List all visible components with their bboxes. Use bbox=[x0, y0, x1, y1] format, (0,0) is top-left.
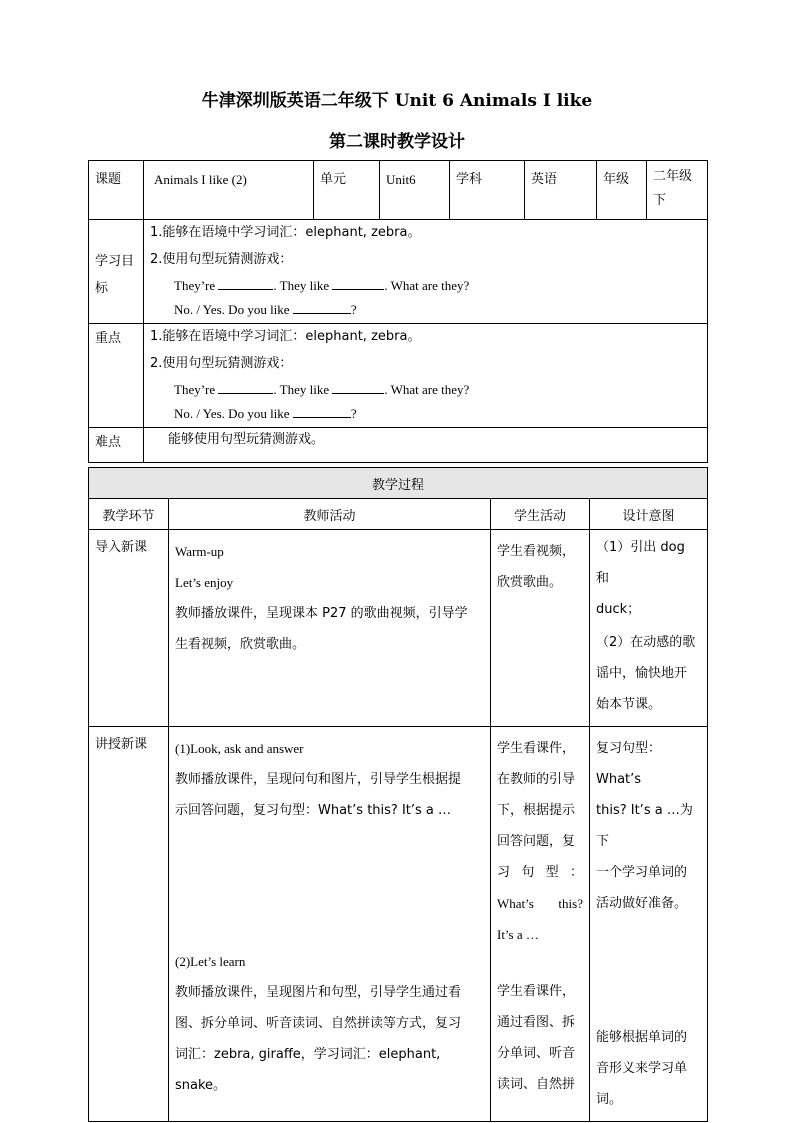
goals-sentence-1: They’re . They like . What are they? bbox=[174, 278, 470, 293]
difficulty-text: 能够使用句型玩猜测游戏。 bbox=[144, 428, 708, 463]
col-teacher: 教师活动 bbox=[169, 499, 491, 530]
stage-intro: 导入新课 bbox=[89, 530, 169, 727]
focus-label: 重点 bbox=[89, 324, 144, 428]
col-stage: 教学环节 bbox=[89, 499, 169, 530]
goals-content bbox=[144, 220, 708, 324]
focus-line-1: 1.能够在语境中学习词汇：elephant, zebra。 bbox=[150, 329, 421, 344]
document-subtitle: 第二课时教学设计 bbox=[329, 132, 465, 152]
teaching-process-table bbox=[88, 467, 708, 1122]
unit-value: Unit6 bbox=[380, 161, 450, 220]
goals-line-1: 1.能够在语境中学习词汇：elephant, zebra。 bbox=[150, 225, 421, 240]
goals-sentence-2: No. / Yes. Do you like ? bbox=[174, 302, 357, 317]
col-intent: 设计意图 bbox=[590, 499, 708, 530]
process-header: 教学过程 bbox=[89, 468, 708, 499]
teacher-new: (1)Look, ask and answer 教师播放课件，呈现问句和图片，引导学生根据提 示回答问题，复习句型：What’s this? It’s a … (2)Let’s learn 教师播放课件，呈现图片和句型，引导学生通过看 图、拆分单词、听音读词、自然拼读等方式，复习 词汇：zebra, giraffe，学习词汇：elephant, snake。 bbox=[169, 727, 491, 1122]
subject-value: 英语 bbox=[525, 161, 597, 220]
topic-value: Animals I like (2) bbox=[144, 161, 314, 220]
intent-new: 复习句型：What’s this? It’s a …为下 一个学习单词的 活动做好准备。 能够根据单词的 音形义来学习单 词。 bbox=[590, 727, 708, 1122]
goals-line-2: 2.使用句型玩猜测游戏： bbox=[150, 252, 293, 267]
stage-new: 讲授新课 bbox=[89, 727, 169, 1122]
focus-content bbox=[144, 324, 708, 428]
goals-label: 学习目标 bbox=[89, 220, 144, 324]
focus-line-2: 2.使用句型玩猜测游戏： bbox=[150, 356, 293, 371]
intent-intro: （1）引出 dog 和 duck； （2）在动感的歌 谣中，愉快地开 始本节课。 bbox=[590, 530, 708, 727]
unit-label: 单元 bbox=[314, 161, 380, 220]
subject-label: 学科 bbox=[450, 161, 525, 220]
document-title: 牛津深圳版英语二年级下 Unit 6 Animals I like bbox=[201, 91, 593, 111]
grade-label: 年级 bbox=[597, 161, 647, 220]
student-new: 学生看课件， 在教师的引导 下，根据提示 回答问题，复 习 句 型 ： What’s this? It’s a … 学生看课件， 通过看图、拆 分单词、听音 读词、自然拼 bbox=[491, 727, 590, 1122]
col-student: 学生活动 bbox=[491, 499, 590, 530]
topic-label: 课题 bbox=[89, 161, 144, 220]
lesson-info-table bbox=[88, 160, 708, 463]
student-intro: 学生看视频， 欣赏歌曲。 bbox=[491, 530, 590, 727]
focus-sentence-2: No. / Yes. Do you like ? bbox=[174, 406, 357, 421]
grade-value: 二年级下 bbox=[647, 161, 708, 220]
focus-sentence-1: They’re . They like . What are they? bbox=[174, 382, 470, 397]
teacher-intro: Warm-up Let’s enjoy 教师播放课件，呈现课本 P27 的歌曲视频，引导学 生看视频，欣赏歌曲。 bbox=[169, 530, 491, 727]
difficulty-label: 难点 bbox=[89, 428, 144, 463]
